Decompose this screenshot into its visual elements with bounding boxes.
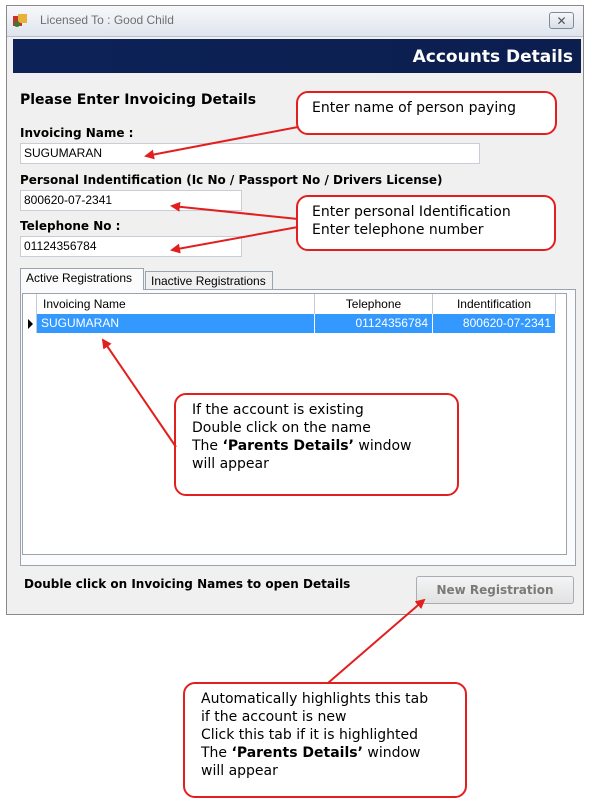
callout-text: window [353,438,412,454]
callout-text: Double click on the name [192,420,371,436]
cell-telephone[interactable]: 01124356784 [315,314,433,333]
callout-text: if the account is new [201,709,347,725]
callout-new-account [183,682,467,798]
callout-text: Enter name of person paying [312,100,516,116]
double-click-hint: Double click on Invoicing Names to open Details [24,577,351,591]
close-icon: ✕ [556,14,567,28]
callout-enter-id-phone [296,195,556,251]
column-header-identification[interactable]: Indentification [433,294,556,314]
callout-text: window [362,745,421,761]
tab-inactive-registrations[interactable]: Inactive Registrations [145,271,273,291]
callout-text: Enter personal Identification [312,204,511,220]
row-pointer-icon [23,314,37,333]
callout-bold-text: ‘Parents Details’ [222,438,354,454]
table-row[interactable] [23,314,556,333]
page-title: Accounts Details [412,47,573,67]
telephone-input[interactable]: 01124356784 [20,236,242,257]
close-button[interactable] [549,12,574,29]
callout-enter-name [296,91,557,135]
telephone-label: Telephone No : [20,219,121,233]
grid-header-selector [23,294,37,314]
header-banner [13,39,581,73]
callout-text: will appear [201,763,278,779]
callout-bold-text: ‘Parents Details’ [231,745,363,761]
callout-text: will appear [192,456,269,472]
section-title: Please Enter Invoicing Details [20,92,257,108]
grid-header [23,294,556,315]
window-title: Licensed To : Good Child [40,13,174,27]
cell-identification[interactable]: 800620-07-2341 [433,314,556,333]
tab-active-registrations[interactable]: Active Registrations [20,268,144,290]
callout-text: Enter telephone number [312,222,484,238]
callout-text: The [192,438,223,454]
callout-text [192,437,443,455]
callout-text: Click this tab if it is highlighted [201,727,418,743]
callout-text [201,744,451,762]
invoicing-name-label: Invoicing Name : [20,126,134,140]
callout-text: If the account is existing [192,402,364,418]
invoicing-name-input[interactable]: SUGUMARAN [20,143,480,164]
title-bar[interactable] [7,6,583,37]
personal-id-label: Personal Indentification (Ic No / Passport No / Drivers License) [20,173,443,187]
column-header-invoicing-name[interactable]: Invoicing Name [37,294,315,314]
callout-text: Automatically highlights this tab [201,691,429,707]
app-logo-icon [12,13,28,29]
personal-id-input[interactable]: 800620-07-2341 [20,190,242,211]
callout-existing-account [174,393,459,496]
column-header-telephone[interactable]: Telephone [315,294,433,314]
cell-invoicing-name[interactable]: SUGUMARAN [37,314,315,333]
callout-text: The [201,745,232,761]
new-registration-button[interactable]: New Registration [416,576,574,604]
